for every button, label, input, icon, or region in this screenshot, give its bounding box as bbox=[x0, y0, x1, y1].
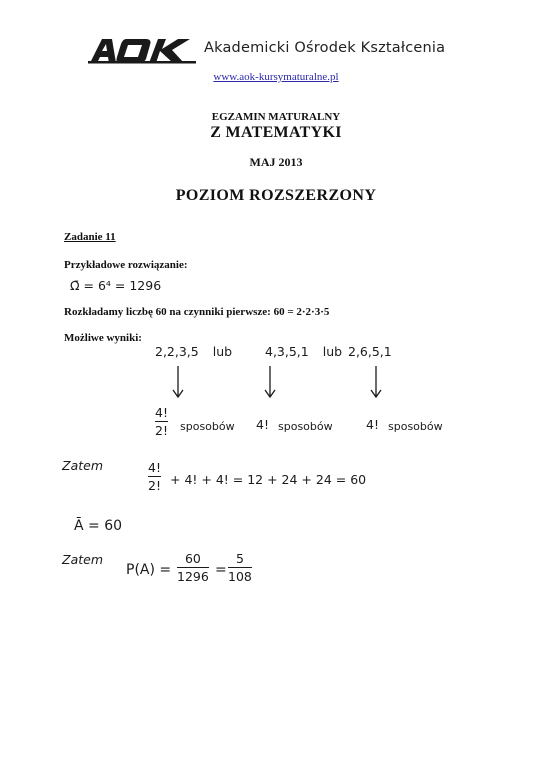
option-1 bbox=[155, 344, 232, 359]
organization-name: Akademicki Ośrodek Kształcenia bbox=[204, 40, 446, 56]
task-title: Zadanie 11 bbox=[64, 231, 116, 243]
ways-fraction-1 bbox=[155, 405, 168, 438]
result-label: Zatem bbox=[62, 552, 103, 567]
fraction-denominator: 2! bbox=[155, 423, 168, 438]
factorization-text: Rozkładamy liczbę 60 na czynniki pierwsze: 60 = 2·2·3·5 bbox=[64, 306, 330, 318]
fraction-denominator: 108 bbox=[228, 569, 252, 584]
option-digits: 4,3,5,1 bbox=[265, 344, 309, 359]
option-2 bbox=[265, 344, 342, 359]
down-arrow-icon bbox=[369, 365, 383, 399]
fraction-numerator: 5 bbox=[235, 551, 244, 566]
ways-word-3: sposobów bbox=[388, 420, 443, 433]
exam-subject: Z MATEMATYKI bbox=[210, 124, 342, 141]
probability-fraction-2 bbox=[228, 551, 252, 584]
a-equation: Ā = 60 bbox=[74, 518, 123, 534]
exam-level: POZIOM ROZSZERZONY bbox=[175, 187, 377, 204]
fraction-numerator: 4! bbox=[148, 460, 161, 475]
ways-word-2: sposobów bbox=[278, 420, 333, 433]
omega-equation: Ω̄ = 6⁴ = 1296 bbox=[70, 278, 162, 293]
fraction-numerator: 4! bbox=[155, 405, 168, 420]
probability-fraction-1 bbox=[177, 551, 209, 584]
option-3 bbox=[348, 344, 392, 359]
down-arrow-icon bbox=[263, 365, 277, 399]
fraction-denominator: 1296 bbox=[177, 569, 209, 584]
ways-word-1: sposobów bbox=[180, 420, 235, 433]
option-digits: 2,2,3,5 bbox=[155, 344, 199, 359]
probability-equals: = bbox=[215, 562, 227, 578]
fraction-numerator: 60 bbox=[184, 551, 201, 566]
sum-expression: + 4! + 4! = 12 + 24 + 24 = 60 bbox=[170, 472, 367, 487]
aok-logo bbox=[88, 33, 200, 67]
ways-expr-3: 4! bbox=[366, 417, 379, 432]
fraction-denominator: 2! bbox=[148, 478, 161, 493]
possible-results-label: Możliwe wyniki: bbox=[64, 332, 142, 344]
option-digits: 2,6,5,1 bbox=[348, 344, 392, 359]
solution-label: Przykładowe rozwiązanie: bbox=[64, 259, 188, 271]
exam-date: MAJ 2013 bbox=[249, 155, 303, 169]
exam-title: EGZAMIN MATURALNY bbox=[211, 111, 341, 123]
zatem-label: Zatem bbox=[62, 458, 103, 473]
ways-expr-2: 4! bbox=[256, 417, 269, 432]
website-link[interactable]: www.aok-kursymaturalne.pl bbox=[213, 71, 339, 83]
option-connector: lub bbox=[212, 344, 233, 359]
option-connector: lub bbox=[322, 344, 343, 359]
probability-left: P(A) = bbox=[126, 562, 172, 578]
sum-fraction bbox=[148, 460, 161, 493]
down-arrow-icon bbox=[171, 365, 185, 399]
